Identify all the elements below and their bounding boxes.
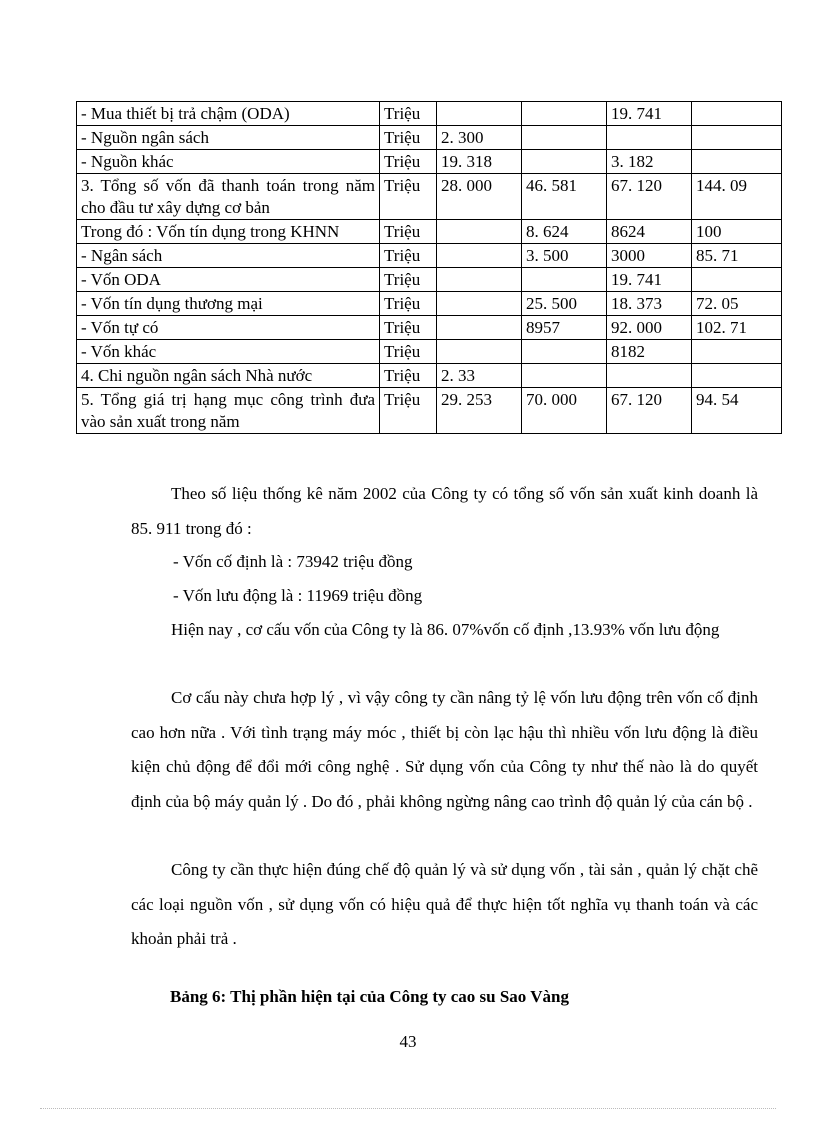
row-value-4: 85. 71	[692, 244, 782, 268]
row-value-2	[522, 150, 607, 174]
row-value-3: 19. 741	[607, 268, 692, 292]
row-value-1	[437, 268, 522, 292]
table-row	[77, 102, 782, 126]
row-value-3: 19. 741	[607, 102, 692, 126]
row-value-2: 25. 500	[522, 292, 607, 316]
row-value-2	[522, 102, 607, 126]
table-row	[77, 220, 782, 244]
row-unit: Triệu	[380, 268, 437, 292]
row-label: - Vốn khác	[77, 340, 380, 364]
row-value-1	[437, 316, 522, 340]
row-value-2: 8957	[522, 316, 607, 340]
page-number: 43	[399, 1032, 417, 1051]
row-value-4: 144. 09	[692, 174, 782, 220]
row-value-1	[437, 340, 522, 364]
row-value-3: 67. 120	[607, 388, 692, 434]
row-value-4: 72. 05	[692, 292, 782, 316]
row-value-3: 3000	[607, 244, 692, 268]
table-caption: Bảng 6: Thị phần hiện tại của Công ty cao su Sao Vàng	[170, 987, 569, 1006]
row-value-2: 3. 500	[522, 244, 607, 268]
row-value-2	[522, 364, 607, 388]
row-value-3: 8624	[607, 220, 692, 244]
row-unit: Triệu	[380, 364, 437, 388]
row-unit: Triệu	[380, 340, 437, 364]
table-row	[77, 174, 782, 220]
row-value-4	[692, 126, 782, 150]
row-unit: Triệu	[380, 126, 437, 150]
row-value-4	[692, 268, 782, 292]
row-value-2: 8. 624	[522, 220, 607, 244]
row-value-1	[437, 220, 522, 244]
row-label: 4. Chi nguồn ngân sách Nhà nước	[77, 364, 380, 388]
row-unit: Triệu	[380, 102, 437, 126]
bullet-fixed-capital: - Vốn cố định là : 73942 triệu đồng	[173, 552, 413, 571]
row-unit: Triệu	[380, 292, 437, 316]
row-label: - Vốn tín dụng thương mại	[77, 292, 380, 316]
row-value-3: 8182	[607, 340, 692, 364]
row-value-1	[437, 102, 522, 126]
row-value-3: 18. 373	[607, 292, 692, 316]
row-value-4: 102. 71	[692, 316, 782, 340]
row-value-2	[522, 126, 607, 150]
row-label: Trong đó : Vốn tín dụng trong KHNN	[77, 220, 380, 244]
row-unit: Triệu	[380, 316, 437, 340]
row-label: - Mua thiết bị trả chậm (ODA)	[77, 102, 380, 126]
row-label: - Vốn tự có	[77, 316, 380, 340]
paragraph-management: Công ty cần thực hiện đúng chế độ quản lý và sử dụng vốn , tài sản , quản lý chặt chẽ các loại nguồn vốn , sử dụng vốn có hiệu quả để thực hiện tốt nghĩa vụ thanh toán và các khoản phải trả .	[131, 860, 758, 948]
row-value-1: 19. 318	[437, 150, 522, 174]
row-label: 3. Tổng số vốn đã thanh toán trong năm cho đầu tư xây dựng cơ bản	[77, 174, 380, 220]
table-row	[77, 340, 782, 364]
paragraph-capital-structure: Hiện nay , cơ cấu vốn của Công ty là 86. 07%vốn cố định ,13.93% vốn lưu động	[171, 620, 720, 639]
paragraph-capital-total: Theo số liệu thống kê năm 2002 của Công ty có tổng số vốn sản xuất kinh doanh là 85. 911 trong đó :	[131, 484, 758, 538]
row-value-3: 3. 182	[607, 150, 692, 174]
row-value-3: 92. 000	[607, 316, 692, 340]
row-value-4	[692, 364, 782, 388]
row-value-3	[607, 364, 692, 388]
table-row	[77, 364, 782, 388]
row-value-3: 67. 120	[607, 174, 692, 220]
capital-table	[76, 101, 782, 434]
row-label: - Nguồn ngân sách	[77, 126, 380, 150]
capital-table-container	[76, 101, 781, 434]
row-label: - Ngân sách	[77, 244, 380, 268]
row-unit: Triệu	[380, 244, 437, 268]
row-value-1: 2. 33	[437, 364, 522, 388]
table-row	[77, 150, 782, 174]
row-value-1: 28. 000	[437, 174, 522, 220]
table-row	[77, 268, 782, 292]
page-bottom-rule	[40, 1108, 776, 1109]
row-value-4	[692, 340, 782, 364]
row-label: 5. Tổng giá trị hạng mục công trình đưa vào sản xuất trong năm	[77, 388, 380, 434]
row-value-2	[522, 340, 607, 364]
row-value-4: 100	[692, 220, 782, 244]
row-label: - Vốn ODA	[77, 268, 380, 292]
row-value-3	[607, 126, 692, 150]
table-row	[77, 244, 782, 268]
paragraph-recommendation: Cơ cấu này chưa hợp lý , vì vậy công ty cần nâng tỷ lệ vốn lưu động trên vốn cố định cao hơn nữa . Với tình trạng máy móc , thiết bị còn lạc hậu thì nhiều vốn lưu động là điều kiện chủ động để đổi mới công nghệ . Sử dụng vốn của Công ty như thế nào là do quyết định của bộ máy quản lý . Do đó , phải không ngừng nâng cao trình độ quản lý của cán bộ .	[131, 688, 758, 811]
row-value-1	[437, 292, 522, 316]
row-value-1: 2. 300	[437, 126, 522, 150]
table-row	[77, 388, 782, 434]
bullet-working-capital: - Vốn lưu động là : 11969 triệu đồng	[173, 586, 423, 605]
table-row	[77, 126, 782, 150]
row-value-1: 29. 253	[437, 388, 522, 434]
row-value-4	[692, 102, 782, 126]
row-value-4: 94. 54	[692, 388, 782, 434]
row-unit: Triệu	[380, 388, 437, 434]
row-unit: Triệu	[380, 220, 437, 244]
row-value-2: 46. 581	[522, 174, 607, 220]
table-row	[77, 292, 782, 316]
row-unit: Triệu	[380, 174, 437, 220]
table-row	[77, 316, 782, 340]
row-value-2	[522, 268, 607, 292]
row-label: - Nguồn khác	[77, 150, 380, 174]
row-value-4	[692, 150, 782, 174]
row-unit: Triệu	[380, 150, 437, 174]
row-value-1	[437, 244, 522, 268]
row-value-2: 70. 000	[522, 388, 607, 434]
